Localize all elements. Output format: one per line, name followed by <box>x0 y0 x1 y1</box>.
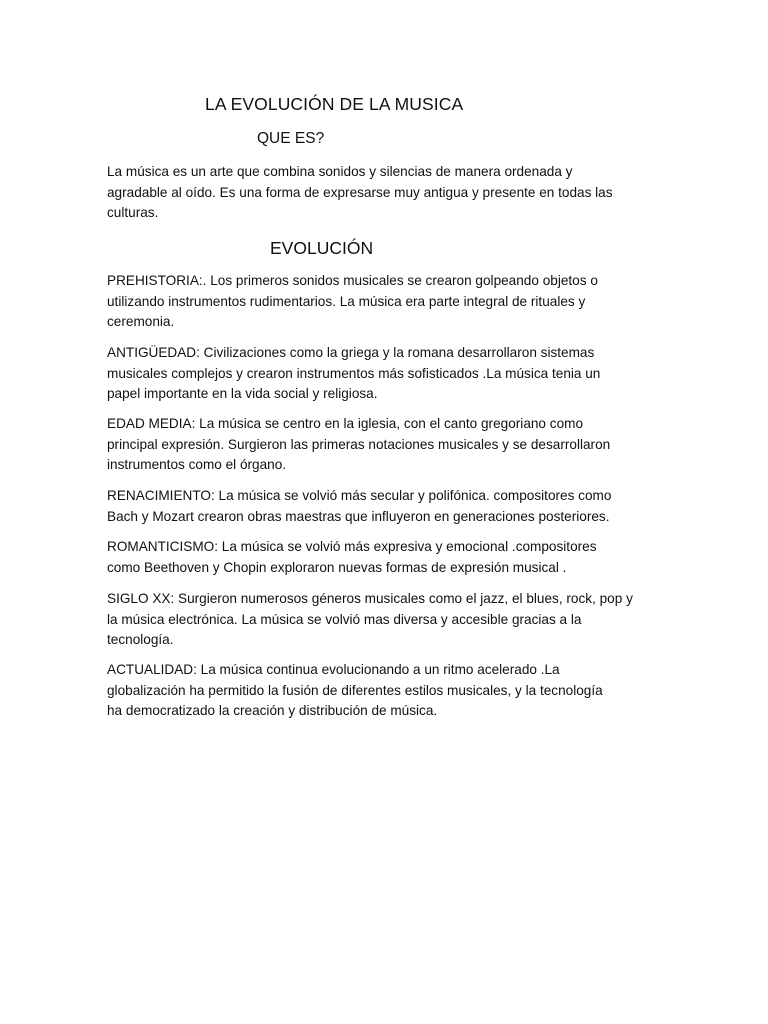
section-heading-que-es: QUE ES? <box>257 130 325 147</box>
text-line: musicales complejos y crearon instrumentos más sofisticados .La música tenia un <box>107 365 601 381</box>
text-line: culturas. <box>107 205 159 221</box>
document-title: LA EVOLUCIÓN DE LA MUSICA <box>205 94 464 114</box>
paragraph-antiguedad <box>107 343 663 405</box>
text-line: como Beethoven y Chopin exploraron nuevas formas de expresión musical . <box>107 559 567 575</box>
paragraph-actualidad <box>107 660 663 722</box>
text-line: instrumentos como el órgano. <box>107 457 287 473</box>
text-line: agradable al oído. Es una forma de expresarse muy antigua y presente en todas las <box>107 184 613 200</box>
paragraph-prehistoria <box>107 271 663 333</box>
text-line: ha democratizado la creación y distribución de música. <box>107 703 438 719</box>
text-line: ANTIGÜEDAD: Civilizaciones como la griega y la romana desarrollaron sistemas <box>107 345 595 360</box>
text-line: tecnología. <box>107 632 174 648</box>
text-line: ROMANTICISMO: La música se volvió más expresiva y emocional .compositores <box>107 539 597 554</box>
text-line: EDAD MEDIA: La música se centro en la iglesia, con el canto gregoriano como <box>107 416 584 431</box>
text-line: SIGLO XX: Surgieron numerosos géneros musicales como el jazz, el blues, rock, pop y <box>107 591 633 606</box>
text-line: principal expresión. Surgieron las primeras notaciones musicales y se desarrollaron <box>107 436 611 452</box>
text-line: Bach y Mozart crearon obras maestras que influyeron en generaciones posteriores. <box>107 508 610 524</box>
text-line: utilizando instrumentos rudimentarios. La música era parte integral de rituales y <box>107 293 586 309</box>
intro-paragraph <box>107 162 663 224</box>
paragraph-romanticismo <box>107 537 663 578</box>
text-line: la música electrónica. La música se volvió mas diversa y accesible gracias a la <box>107 611 582 627</box>
text-line: globalización ha permitido la fusión de diferentes estilos musicales, y la tecnología <box>107 682 603 698</box>
text-line: RENACIMIENTO: La música se volvió más secular y polifónica. compositores como <box>107 488 612 503</box>
paragraph-renacimiento <box>107 486 663 527</box>
text-line: papel importante en la vida social y religiosa. <box>107 386 378 402</box>
text-line: PREHISTORIA:. Los primeros sonidos musicales se crearon golpeando objetos o <box>107 273 598 288</box>
text-line: ACTUALIDAD: La música continua evolucionando a un ritmo acelerado .La <box>107 662 560 677</box>
text-line: La música es un arte que combina sonidos y silencias de manera ordenada y <box>107 164 573 179</box>
paragraph-edad-media <box>107 414 663 476</box>
text-line: ceremonia. <box>107 314 175 330</box>
section-heading-evolucion: EVOLUCIÓN <box>270 238 374 258</box>
paragraph-siglo-xx <box>107 589 663 651</box>
